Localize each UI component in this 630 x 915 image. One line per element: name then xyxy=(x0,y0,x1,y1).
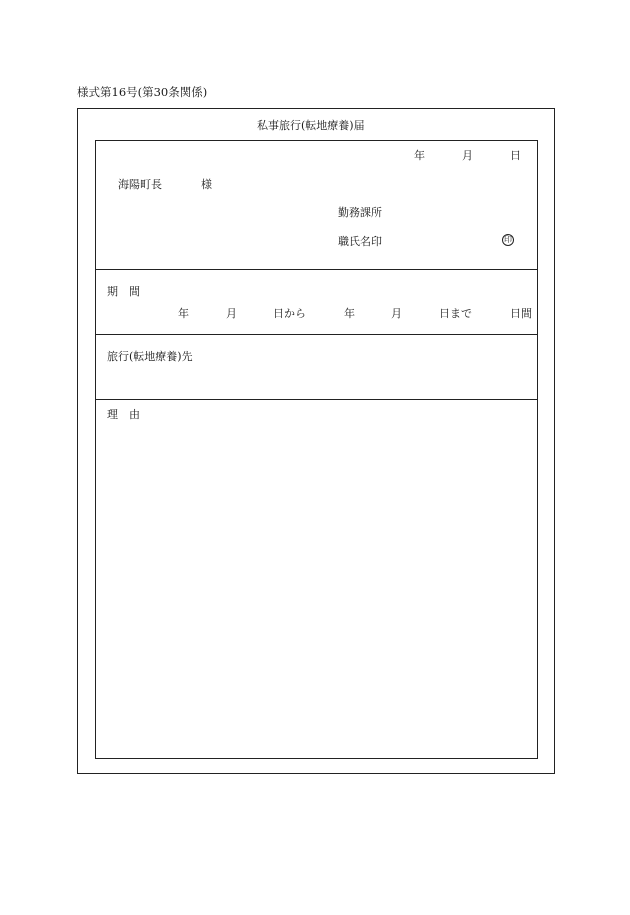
period-end-month: 月 xyxy=(391,307,402,320)
period-start-month: 月 xyxy=(226,307,237,320)
period-duration: 日間 xyxy=(510,307,532,320)
form-number: 様式第16号(第30条関係) xyxy=(77,85,208,99)
date-year-label: 年 xyxy=(414,149,425,162)
divider-period xyxy=(95,269,538,270)
reason-label: 理 由 xyxy=(107,408,140,421)
period-start-day: 日から xyxy=(273,307,306,320)
name-seal-label: 職氏名印 xyxy=(338,235,382,248)
addressee-name: 海陽町長 xyxy=(118,178,162,191)
period-start-year: 年 xyxy=(178,307,189,320)
period-end-day: 日まで xyxy=(439,307,472,320)
date-month-label: 月 xyxy=(462,149,473,162)
period-end-year: 年 xyxy=(344,307,355,320)
form-title: 私事旅行(転地療養)届 xyxy=(257,119,365,132)
divider-reason xyxy=(95,399,538,400)
form-inner-frame xyxy=(95,140,538,759)
seal-mark: 印 xyxy=(504,235,512,244)
date-day-label: 日 xyxy=(510,149,521,162)
period-label: 期 間 xyxy=(107,285,140,298)
divider-destination xyxy=(95,334,538,335)
destination-label: 旅行(転地療養)先 xyxy=(107,350,193,363)
office-label: 勤務課所 xyxy=(338,206,382,219)
addressee-honorific: 様 xyxy=(201,178,212,191)
